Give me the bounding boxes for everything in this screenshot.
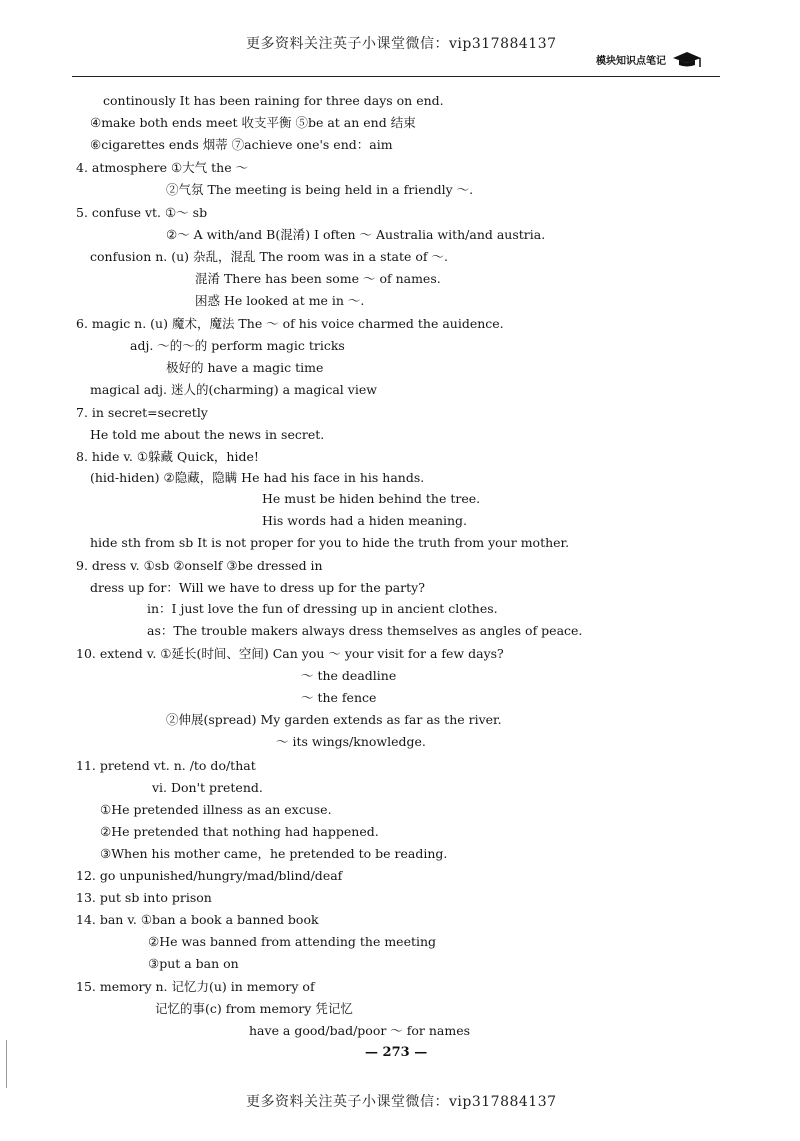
note-line: 7. in secret=secretly: [76, 405, 208, 420]
note-line: ②气氛 The meeting is being held in a friendly ～.: [166, 182, 474, 197]
watermark-top: 更多资料关注英子小课堂微信：vip317884137: [246, 36, 557, 52]
note-line: 15. memory n. 记忆力(u) in memory of: [76, 979, 315, 994]
header-rule: [72, 76, 720, 77]
note-line: magical adj. 迷人的(charming) a magical view: [90, 382, 377, 397]
note-line: His words had a hiden meaning.: [262, 513, 468, 528]
note-line: have a good/bad/poor ～ for names: [249, 1023, 471, 1038]
note-line: hide sth from sb It is not proper for you to hide the truth from your mother.: [90, 535, 570, 550]
note-line: 13. put sb into prison: [76, 890, 212, 905]
note-line: 11. pretend vt. n. /to do/that: [76, 758, 256, 773]
section-header: [596, 50, 703, 68]
note-line: adj. ～的～的 perform magic tricks: [130, 338, 345, 353]
note-line: confusion n. (u) 杂乱，混乱 The room was in a state of ～.: [90, 249, 448, 264]
note-line: ②He was banned from attending the meeting: [148, 934, 437, 949]
note-line: ②He pretended that nothing had happened.: [100, 824, 379, 839]
note-line: as：The trouble makers always dress themselves as angles of peace.: [147, 623, 583, 638]
note-line: He told me about the news in secret.: [90, 427, 325, 442]
note-line: 14. ban v. ①ban a book a banned book: [76, 912, 319, 927]
note-line: ②伸展(spread) My garden extends as far as the river.: [166, 712, 502, 727]
watermark-bottom: 更多资料关注英子小课堂微信：vip317884137: [246, 1094, 557, 1110]
note-line: ②～ A with/and B(混淆) I often ～ Australia with/and austria.: [166, 227, 546, 242]
note-line: ⑥cigarettes ends 烟蒂 ⑦achieve one's end：aim: [90, 137, 393, 152]
page-number: — 273 —: [365, 1045, 428, 1060]
graduation-cap-icon: [671, 50, 703, 68]
note-line: ③put a ban on: [148, 956, 239, 971]
note-line: (hid-hiden) ②隐藏，隐瞒 He had his face in his hands.: [90, 470, 425, 485]
note-line: vi. Don't pretend.: [152, 780, 263, 795]
note-line: ④make both ends meet 收支平衡 ⑤be at an end 结束: [90, 115, 416, 130]
note-line: dress up for：Will we have to dress up for the party?: [90, 580, 425, 595]
note-line: continously It has been raining for three days on end.: [103, 93, 444, 108]
note-line: ③When his mother came，he pretended to be reading.: [100, 846, 448, 861]
note-line: ～ the fence: [301, 690, 377, 705]
section-header-label: 模块知识点笔记: [596, 56, 666, 67]
note-line: 混淆 There has been some ～ of names.: [195, 271, 441, 286]
note-line: ～ the deadline: [301, 668, 397, 683]
note-line: 4. atmosphere ①大气 the ～: [76, 160, 249, 175]
note-line: 8. hide v. ①躲藏 Quick，hide!: [76, 449, 259, 464]
note-line: ～ its wings/knowledge.: [276, 734, 426, 749]
note-line: 极好的 have a magic time: [166, 360, 324, 375]
scan-margin-line: [6, 1040, 7, 1088]
note-line: in：I just love the fun of dressing up in ancient clothes.: [147, 601, 498, 616]
note-line: 9. dress v. ①sb ②onself ③be dressed in: [76, 558, 323, 573]
note-line: 困惑 He looked at me in ～.: [195, 293, 365, 308]
note-line: 10. extend v. ①延长(时间、空间) Can you ～ your visit for a few days?: [76, 646, 504, 661]
note-line: 6. magic n. (u) 魔术，魔法 The ～ of his voice charmed the auidence.: [76, 316, 504, 331]
note-line: 记忆的事(c) from memory 凭记忆: [155, 1001, 353, 1016]
note-line: 12. go unpunished/hungry/mad/blind/deaf: [76, 868, 343, 883]
note-line: ①He pretended illness as an excuse.: [100, 802, 332, 817]
note-line: 5. confuse vt. ①～ sb: [76, 205, 208, 220]
note-line: He must be hiden behind the tree.: [262, 491, 481, 506]
